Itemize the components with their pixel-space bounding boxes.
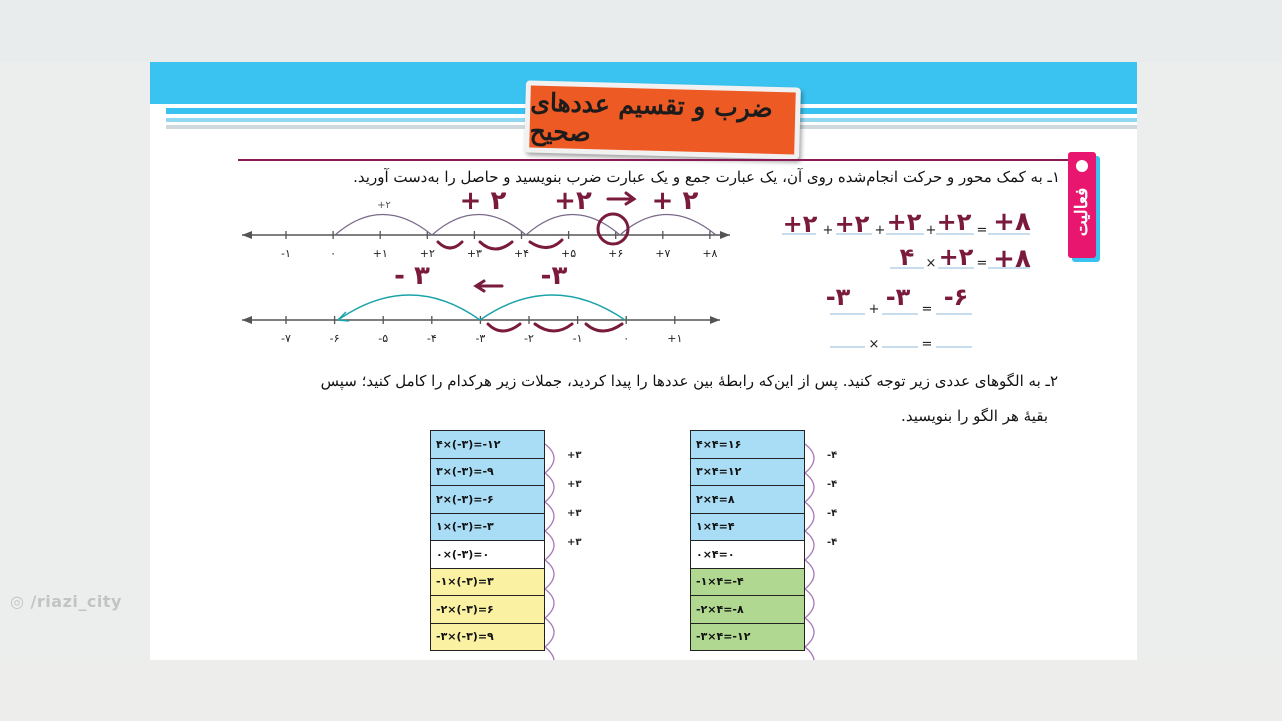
activity-tab-label: فعالیت xyxy=(1072,187,1092,237)
tick-label: +۷ xyxy=(655,247,671,260)
handwritten-plus-2: +۲ xyxy=(554,186,592,216)
handwritten-term: +۲ xyxy=(782,210,818,238)
pattern-row: ۴×۴=۱۶ xyxy=(691,431,804,459)
bottom-bar xyxy=(0,660,1282,721)
tick-label: +۵ xyxy=(561,247,577,260)
pattern-row: ۱×(-۳)=-۳ xyxy=(431,514,544,542)
handwritten-term: +۲ xyxy=(834,210,870,238)
tick-label: -۲ xyxy=(524,332,534,345)
right-margin xyxy=(1137,62,1282,660)
tick-label: +۱ xyxy=(667,332,683,345)
times-sign: × xyxy=(925,256,937,271)
pattern-loop xyxy=(545,502,554,531)
pattern-row: ۳×۴=۱۲ xyxy=(691,459,804,487)
tick-label: -۳ xyxy=(475,332,486,345)
pattern-loop xyxy=(805,618,814,647)
handwritten-term: ۴ xyxy=(899,243,915,271)
jump-arc xyxy=(526,215,620,236)
tick-label: -۷ xyxy=(281,332,291,345)
expressions-area xyxy=(782,207,1031,352)
jump-arc xyxy=(432,215,526,236)
tick-label: -۶ xyxy=(329,332,340,345)
handwriting-line-1 xyxy=(438,186,698,249)
pattern-difference: -۴ xyxy=(827,537,838,548)
handwritten-term: +۲ xyxy=(936,208,972,236)
handwritten-result: +۸ xyxy=(993,244,1031,274)
pattern-loop xyxy=(545,618,554,647)
pattern-row: ۱×۴=۴ xyxy=(691,514,804,542)
tick-label: -۱ xyxy=(572,332,583,345)
arrow-left-icon xyxy=(242,316,252,324)
watermark xyxy=(10,592,122,611)
pattern-difference: +۳ xyxy=(567,537,582,548)
jump-arc xyxy=(338,295,480,320)
pattern-row: -۳×(-۳)=۹ xyxy=(431,624,544,652)
equals-sign: = xyxy=(921,337,933,352)
pattern-difference: +۳ xyxy=(567,450,582,461)
plus-sign: + xyxy=(822,223,834,238)
tick-label: ۰ xyxy=(330,247,337,260)
pattern-loop xyxy=(545,560,554,589)
pattern-loop xyxy=(805,473,814,502)
equals-sign: = xyxy=(976,223,988,238)
question-1-text: ۱ـ به کمک محور و حرکت انجام‌شده روی آن، یک عبارت جمع و یک عبارت ضرب بنویسید و حاصل را به‌دست آورید. xyxy=(353,168,1060,186)
equals-sign: = xyxy=(976,256,988,271)
pattern-loop xyxy=(545,589,554,618)
handwritten-term: +۲ xyxy=(886,208,922,236)
pattern-row: ۲×(-۳)=-۶ xyxy=(431,486,544,514)
handwritten-minus-3: -۳ xyxy=(540,261,568,291)
tick-label: -۴ xyxy=(426,332,437,345)
handwritten-term: -۳ xyxy=(825,283,851,311)
pattern-row: ۳×(-۳)=-۹ xyxy=(431,459,544,487)
pattern-difference: +۳ xyxy=(567,508,582,519)
pattern-table-right xyxy=(690,430,805,651)
times-sign: × xyxy=(868,337,880,352)
pattern-row: -۳×۴=-۱۲ xyxy=(691,624,804,652)
number-lines-figure xyxy=(150,62,1137,660)
textbook-page xyxy=(150,62,1137,660)
pattern-loop xyxy=(805,560,814,589)
pattern-table-left xyxy=(430,430,545,651)
handwritten-result: -۶ xyxy=(943,283,969,311)
instagram-icon: ◎ xyxy=(10,592,25,611)
pattern-row: ۲×۴=۸ xyxy=(691,486,804,514)
pattern-difference: -۴ xyxy=(827,479,838,490)
pattern-difference: +۳ xyxy=(567,479,582,490)
pattern-row: -۱×۴=-۴ xyxy=(691,569,804,597)
equals-sign: = xyxy=(921,302,933,317)
number-line-2 xyxy=(242,295,720,345)
pattern-loop xyxy=(545,531,554,560)
pattern-loop xyxy=(805,589,814,618)
tick-label: -۱ xyxy=(281,247,291,260)
pattern-loop xyxy=(805,647,814,660)
arrow-left-icon xyxy=(242,231,252,239)
pattern-row: -۱×(-۳)=۳ xyxy=(431,569,544,597)
pattern-row: ۴×(-۳)=-۱۲ xyxy=(431,431,544,459)
pattern-row: -۲×۴=-۸ xyxy=(691,596,804,624)
tick-label: -۵ xyxy=(378,332,389,345)
pattern-difference: -۴ xyxy=(827,508,838,519)
pattern-loop xyxy=(545,473,554,502)
handwritten-result: +۸ xyxy=(993,207,1031,237)
pattern-row: ۰×۴=۰ xyxy=(691,541,804,569)
top-bar xyxy=(0,0,1282,62)
tick-label: +۲ xyxy=(419,247,435,260)
jump-arc xyxy=(480,295,625,320)
handwritten-plus-2: + ۲ xyxy=(459,186,507,216)
arrow-right-icon xyxy=(710,316,720,324)
plus-sign: + xyxy=(925,223,937,238)
plus-sign: + xyxy=(868,302,880,317)
lesson-title: ضرب و تقسیم عددهای صحیح xyxy=(529,87,774,148)
tick-label: ۰ xyxy=(623,332,630,345)
pattern-difference: -۴ xyxy=(827,450,838,461)
watermark-text: /riazi_city xyxy=(30,592,122,611)
handwritten-term: -۳ xyxy=(885,283,911,311)
pattern-loop xyxy=(805,502,814,531)
plus-sign: + xyxy=(874,223,886,238)
tick-label: +۸ xyxy=(702,247,718,260)
pattern-loop xyxy=(805,531,814,560)
handwritten-plus-2: + ۲ xyxy=(651,186,699,216)
question-2-text: ۲ـ به الگوهای عددی زیر توجه کنید. پس از این‌که رابطهٔ بین عددها را پیدا کردید، جملات زیر هرکدام را کامل کنید؛ سپس xyxy=(320,372,1058,390)
left-margin xyxy=(0,62,150,660)
tick-label: +۴ xyxy=(513,247,530,260)
question-2-text-continued: بقیهٔ هر الگو را بنویسید. xyxy=(901,407,1048,425)
handwritten-minus-3: - ۳ xyxy=(394,261,430,291)
pattern-loop xyxy=(545,444,554,473)
tick-label: +۳ xyxy=(466,247,482,260)
pattern-loop xyxy=(805,444,814,473)
arrow-right-icon xyxy=(720,231,730,239)
pattern-loop xyxy=(545,647,554,660)
tick-label: +۶ xyxy=(608,247,624,260)
handwritten-term: +۲ xyxy=(938,243,974,271)
pattern-row: -۲×(-۳)=۶ xyxy=(431,596,544,624)
jump-arc xyxy=(335,215,432,236)
pattern-row: ۰×(-۳)=۰ xyxy=(431,541,544,569)
tick-label: +۱ xyxy=(372,247,388,260)
jump-label: +۲ xyxy=(377,200,391,211)
jump-arc xyxy=(620,215,716,236)
